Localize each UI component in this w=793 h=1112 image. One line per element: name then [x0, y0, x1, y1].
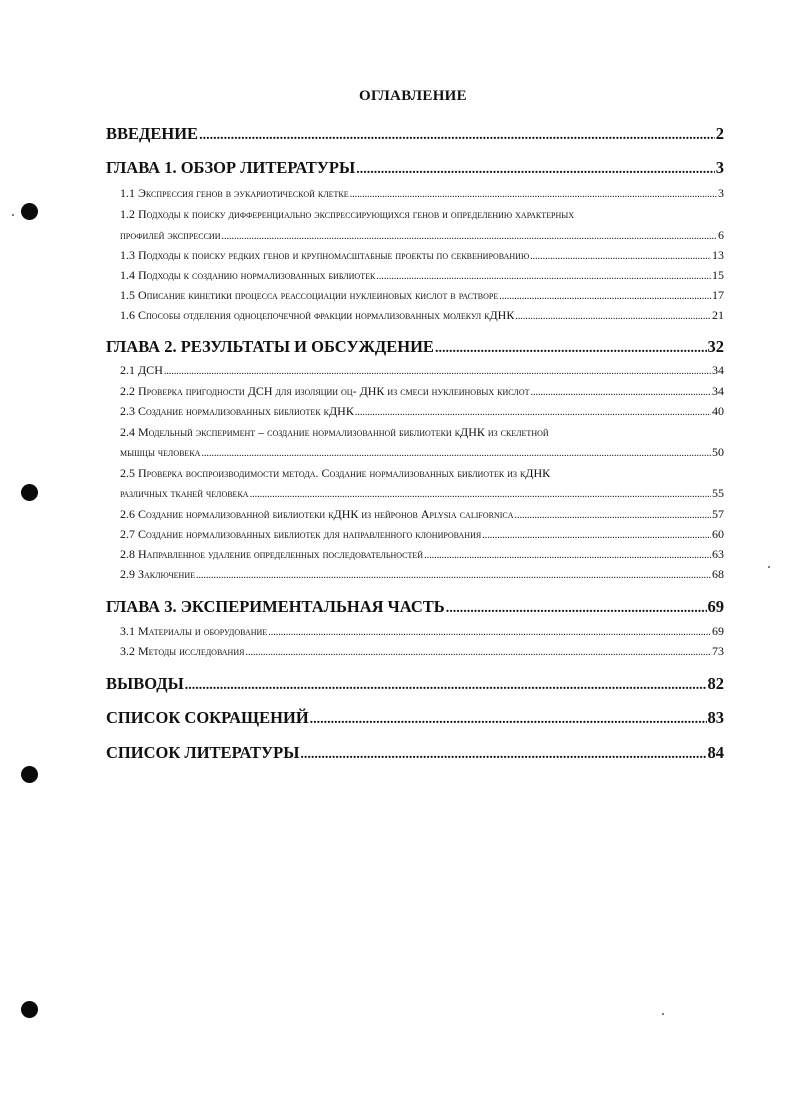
punch-hole	[21, 1001, 38, 1018]
dot-leader	[435, 341, 707, 357]
entry-label: 2.3 Создание нормализованных библиотек кДНК	[120, 404, 354, 418]
page-number: 17	[712, 288, 724, 302]
dot-leader	[515, 311, 711, 322]
dot-leader	[164, 366, 711, 377]
entry-label: 1.1 Экспрессия генов в эукариотической клетке	[120, 186, 349, 200]
dot-leader	[268, 627, 711, 638]
scan-speck	[768, 566, 770, 568]
toc-entry-2-3[interactable]	[120, 404, 724, 419]
punch-hole	[21, 766, 38, 783]
toc-entry-3-2[interactable]	[120, 644, 724, 659]
toc-entry-2-2[interactable]	[120, 384, 724, 399]
entry-label: СПИСОК СОКРАЩЕНИЙ	[106, 708, 309, 727]
entry-label: 3.2 Методы исследования	[120, 644, 245, 658]
punch-hole	[21, 484, 38, 501]
scan-speck	[662, 1013, 664, 1015]
entry-label: 1.5 Описание кинетики процесса реассоциации нуклеиновых кислот в растворе	[120, 288, 499, 302]
page-number: 34	[712, 363, 724, 377]
toc-entry-1-3[interactable]	[120, 248, 724, 263]
page-number: 50	[712, 445, 724, 459]
entry-label: ВВЕДЕНИЕ	[106, 124, 199, 143]
dot-leader	[531, 387, 711, 398]
page-number: 21	[712, 308, 724, 322]
dot-leader	[446, 601, 707, 617]
entry-label: 2.6 Создание нормализованной библиотеки кДНК из нейронов Aplysia californica	[120, 507, 514, 521]
toc-entry-abbreviations[interactable]	[106, 708, 724, 728]
entry-label: ГЛАВА 3. ЭКСПЕРИМЕНТАЛЬНАЯ ЧАСТЬ	[106, 597, 445, 616]
dot-leader	[201, 448, 711, 459]
dot-leader	[355, 407, 711, 418]
page-number: 73	[712, 644, 724, 658]
entry-label: 2.1 ДСН	[120, 363, 163, 377]
toc-entry-1-5[interactable]	[120, 288, 724, 303]
toc-entry-2-1[interactable]	[120, 363, 724, 378]
toc-entry-2-5[interactable]	[120, 486, 724, 501]
toc-entry-references[interactable]	[106, 743, 724, 763]
page-number: 82	[707, 674, 724, 693]
entry-label: ГЛАВА 1. ОБЗОР ЛИТЕРАТУРЫ	[106, 158, 356, 177]
toc-entry-2-4[interactable]	[120, 445, 724, 460]
entry-label: 2.8 Направленное удаление определенных последовательностей	[120, 547, 424, 561]
toc-entry-1-4[interactable]	[120, 268, 724, 283]
toc-entry-2-4-line1[interactable]: 2.4 Модельный эксперимент – создание нормализованной библиотеки кДНК из скелетной	[120, 425, 549, 439]
dot-leader	[376, 271, 711, 282]
page-number: 68	[712, 567, 724, 581]
dot-leader	[499, 291, 711, 302]
dot-leader	[185, 678, 707, 694]
entry-label: 2.2 Проверка пригодности ДСН для изоляции оц- ДНК из смеси нуклеиновых кислот	[120, 384, 530, 398]
toc-entry-chapter-1[interactable]	[106, 158, 724, 178]
page-number: 83	[707, 708, 724, 727]
entry-label: различных тканей человека	[120, 486, 249, 500]
toc-entry-conclusions[interactable]	[106, 674, 724, 694]
toc-entry-1-6[interactable]	[120, 308, 724, 323]
page-number: 69	[707, 597, 724, 616]
entry-label: профилей экспрессии	[120, 228, 221, 242]
page-number: 60	[712, 527, 724, 541]
dot-leader	[530, 251, 711, 262]
page-number: 15	[712, 268, 724, 282]
toc-entry-2-9[interactable]	[120, 567, 724, 582]
toc-entry-2-6[interactable]	[120, 507, 724, 522]
page-number: 34	[712, 384, 724, 398]
entry-label: 2.7 Создание нормализованных библиотек для направленного клонирования	[120, 527, 482, 541]
entry-label: мышцы человека	[120, 445, 201, 459]
dot-leader	[245, 647, 711, 658]
entry-label: 1.6 Способы отделения одноцепочечной фракции нормализованных молекул кДНК	[120, 308, 515, 322]
entry-label: 2.9 Заключение	[120, 567, 195, 581]
toc-entry-1-2[interactable]	[120, 228, 724, 243]
toc-entry-intro[interactable]	[106, 124, 724, 144]
dot-leader	[221, 231, 717, 242]
page-number: 13	[712, 248, 724, 262]
dot-leader	[199, 128, 715, 144]
dot-leader	[515, 510, 712, 521]
entry-label: 1.3 Подходы к поиску редких генов и крупномасштабные проекты по секвенированию	[120, 248, 530, 262]
toc-entry-3-1[interactable]	[120, 624, 724, 639]
page-title: ОГЛАВЛЕНИЕ	[359, 88, 467, 104]
page-number: 84	[707, 743, 724, 762]
dot-leader	[356, 162, 715, 178]
page-number: 6	[718, 228, 724, 242]
toc-entry-chapter-2[interactable]	[106, 337, 724, 357]
punch-hole	[21, 203, 38, 220]
toc-entry-2-8[interactable]	[120, 547, 724, 562]
page-number: 32	[707, 337, 724, 356]
entry-label: ВЫВОДЫ	[106, 674, 184, 693]
page-number: 3	[718, 186, 724, 200]
entry-label: СПИСОК ЛИТЕРАТУРЫ	[106, 743, 300, 762]
page-number: 63	[712, 547, 724, 561]
scan-speck	[12, 214, 14, 216]
dot-leader	[196, 570, 711, 581]
toc-entry-chapter-3[interactable]	[106, 597, 724, 617]
toc-entry-1-1[interactable]	[120, 186, 724, 201]
entry-label: ГЛАВА 2. РЕЗУЛЬТАТЫ И ОБСУЖДЕНИЕ	[106, 337, 434, 356]
page-number: 69	[712, 624, 724, 638]
page-number: 3	[715, 158, 724, 177]
dot-leader	[482, 530, 711, 541]
dot-leader	[350, 189, 717, 200]
toc-entry-2-5-line1[interactable]: 2.5 Проверка воспроизводимости метода. Создание нормализованных библиотек из кДНК	[120, 466, 551, 480]
page-number: 40	[712, 404, 724, 418]
toc-entry-2-7[interactable]	[120, 527, 724, 542]
page-number: 55	[712, 486, 724, 500]
entry-label: 3.1 Материалы и оборудование	[120, 624, 268, 638]
dot-leader	[300, 747, 706, 763]
page-number: 57	[712, 507, 724, 521]
toc-entry-1-2-line1[interactable]: 1.2 Подходы к поиску дифференциально экспрессирующихся генов и определению характерных	[120, 207, 575, 221]
page-number: 2	[715, 124, 724, 143]
dot-leader	[250, 489, 711, 500]
entry-label: 1.4 Подходы к созданию нормализованных библиотек	[120, 268, 376, 282]
dot-leader	[424, 550, 711, 561]
dot-leader	[310, 712, 707, 728]
